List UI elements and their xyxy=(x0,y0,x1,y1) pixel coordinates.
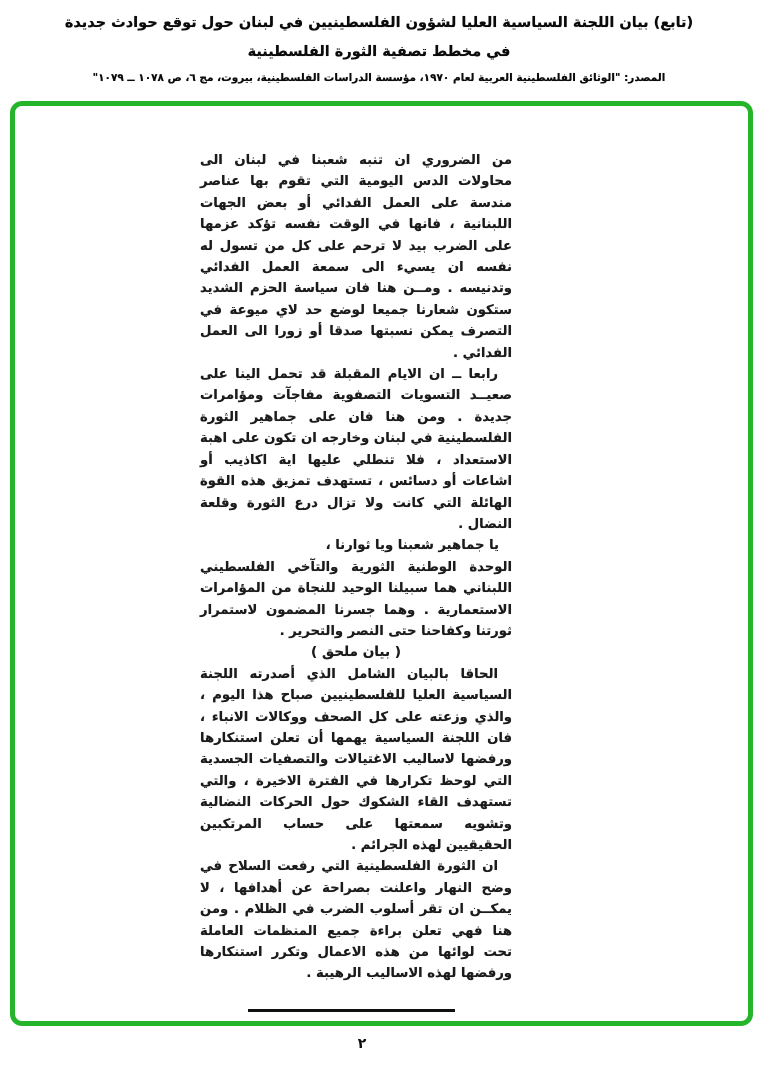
scanned-text-column xyxy=(200,150,512,1012)
body-paragraph-2: رابعا ــ ان الايام المقبلة قد تحمل الينا على صعيــد التسويات التصفوية مفاجآت ومؤامرات جديدة . ومن هنا فان على جماهير الثورة الفلسطينية في لبنان وخارجه ان تكون على اهبة الاستعداد ، فلا تنطلي عليها اية اكاذيب أو اشاعات أو دسائس ، تستهدف تمزيق هذه القوة الهائلة التي كانت ولا تزال درع الثورة وقلعة النضال . xyxy=(200,367,512,532)
annex-paragraph-2: ان الثورة الفلسطينية التي رفعت السلاح في وضح النهار واعلنت بصراحة عن أهدافها ، لا يمكــن ان تقر أسلوب الضرب في الظلام . ومن هنا فهي تعلن براءة جميع المنظمات العاملة تحت لوائها من هذه الاعمال وتكرر استنكارها ورفضها لهذه الاساليب الرهيبة . xyxy=(200,859,512,982)
title-line-1: (تابع) بيان اللجنة السياسية العليا لشؤون الفلسطينيين في لبنان حول توقع حوادث جديدة xyxy=(64,15,694,31)
body-paragraph-3: الوحدة الوطنية الثورية والتآخي الفلسطيني اللبناني هما سبيلنا الوحيد للنجاة من المؤامرات الاستعمارية . وهما جسرنا المضمون لاستمرار ثورتنا وكفاحنا حتى النصر والتحرير . xyxy=(200,559,512,639)
address-line: يا جماهير شعبنا ويا ثوارنا ، xyxy=(325,538,499,554)
annex-paragraph-1: الحاقا بالبيان الشامل الذي أصدرته اللجنة السياسية العليا للفلسطينيين صباح هذا اليوم ، والذي وزعته على كل الصحف ووكالات الانباء ، فان اللجنة السياسية يهمها أن تعلن استنكارها ورفضها لاساليب الاغتيالات والتصفيات الجسدية التي لوحظ تكرارها في الفترة الاخيرة ، والتي تستهدف القاء الشكوك حول الحركات النضالية وتشويه سمعتها على حساب المرتكبين الحقيقيين لهذه الجرائم . xyxy=(200,666,512,853)
green-frame xyxy=(10,101,753,1026)
source-citation: المصدر: "الوثائق الفلسطينية العربية لعام ١٩٧٠، مؤسسة الدراسات الفلسطينية، بيروت، مج ٦، ص ١٠٧٨ ــ ١٠٧٩" xyxy=(92,72,666,84)
body-paragraph-1: من الضروري ان تنبه شعبنا في لبنان الى محاولات الدس اليومية التي تقوم بها عناصر مندسة على العمل الفدائي أو بعض الجهات اللبنانية ، فانها في الوقت نفسه تؤكد عزمها على الضرب بيد لا ترحم على كل من تسول له نفسه ان يسيء الى سمعة العمل الفدائي وتدنيسه . ومــن هنا فان سياسة الحزم الشديد ستكون شعارنا جميعا لوضع حد لاي ميوعة في التصرف يمكن نسبتها صدقا أو زورا الى العمل الفدائي . xyxy=(200,153,512,361)
title-line-2: في مخطط تصفية الثورة الفلسطينية xyxy=(247,44,511,60)
document-header xyxy=(0,9,758,86)
closing-rule xyxy=(248,1009,455,1012)
page-number: ٢ xyxy=(357,1036,367,1052)
annex-heading: ( بيان ملحق ) xyxy=(311,644,401,661)
